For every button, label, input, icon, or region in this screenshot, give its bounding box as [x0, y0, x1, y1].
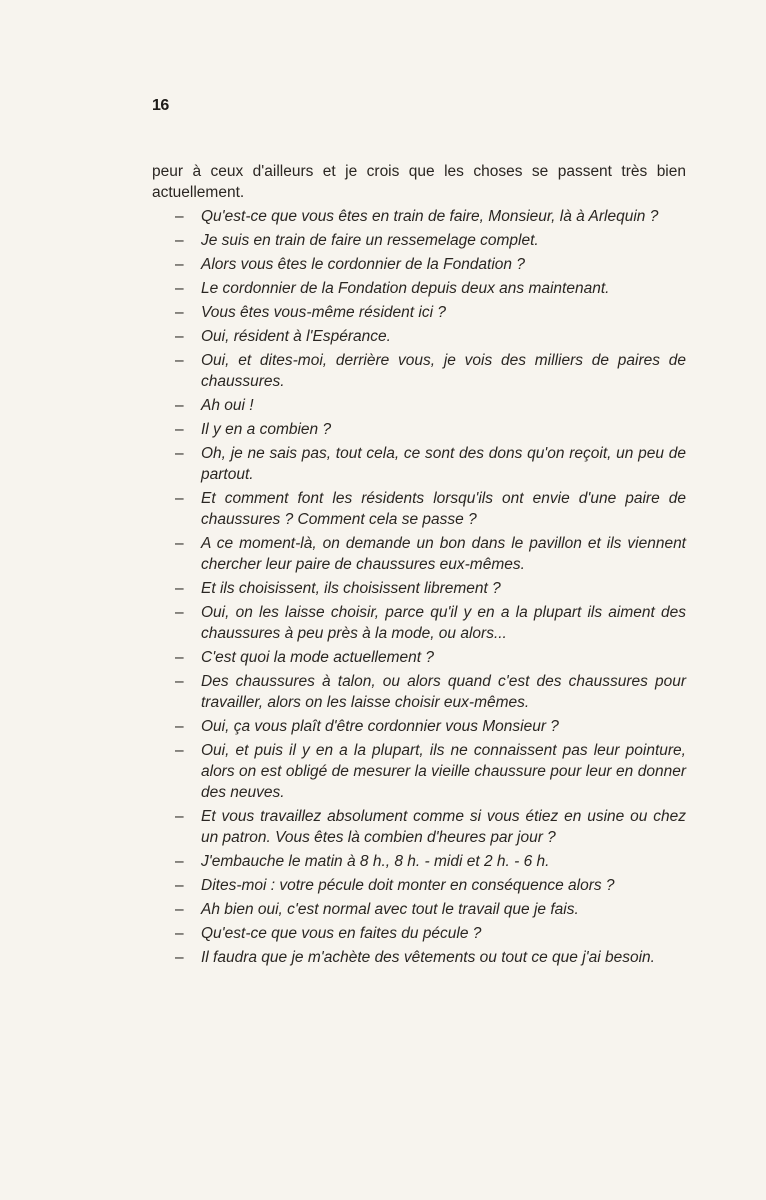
dialogue-line [152, 602, 686, 644]
dialogue-dash: – [175, 304, 184, 321]
dialogue-line [152, 716, 686, 737]
dialogue-text: Oui, on les laisse choisir, parce qu'il y en a la plupart ils aiment des chaussures à peu près à la mode, ou alors... [201, 604, 686, 642]
dialogue-dash: – [175, 808, 184, 825]
dialogue-dash: – [175, 580, 184, 597]
dialogue-line [152, 851, 686, 872]
dialogue-line [152, 278, 686, 299]
dialogue-line [152, 350, 686, 392]
dialogue-dash: – [175, 949, 184, 966]
dialogue-text: Je suis en train de faire un ressemelage complet. [201, 232, 539, 249]
dialogue-dash: – [175, 445, 184, 462]
dialogue-text: C'est quoi la mode actuellement ? [201, 649, 435, 666]
dialogue-text: Oui, résident à l'Espérance. [201, 328, 391, 345]
dialogue-line [152, 533, 686, 575]
dialogue-dash: – [175, 208, 184, 225]
dialogue-line [152, 254, 686, 275]
dialogue-dash: – [175, 649, 184, 666]
dialogue-line [152, 206, 686, 227]
dialogue-text: Qu'est-ce que vous en faites du pécule ? [201, 925, 482, 942]
dialogue-dash: – [175, 877, 184, 894]
dialogue-line [152, 230, 686, 251]
dialogue-dash: – [175, 328, 184, 345]
dialogue-line [152, 875, 686, 896]
dialogue-text: Dites-moi : votre pécule doit monter en conséquence alors ? [201, 877, 615, 894]
dialogue-dash: – [175, 718, 184, 735]
dialogue-dash: – [175, 232, 184, 249]
dialogue-line [152, 947, 686, 968]
dialogue-line [152, 899, 686, 920]
dialogue-dash: – [175, 256, 184, 273]
dialogue-dash: – [175, 490, 184, 507]
dialogue-dash: – [175, 925, 184, 942]
dialogue-dash: – [175, 604, 184, 621]
dialogue-text: Il y en a combien ? [201, 421, 332, 438]
dialogue-text: Oui, et dites-moi, derrière vous, je vois des milliers de paires de chaussures. [201, 352, 686, 390]
dialogue-dash: – [175, 280, 184, 297]
dialogue-line [152, 302, 686, 323]
text-block [152, 161, 686, 971]
dialogue-dash: – [175, 901, 184, 918]
dialogue-text: Vous êtes vous-même résident ici ? [201, 304, 446, 321]
dialogue-dash: – [175, 421, 184, 438]
dialogue-line [152, 671, 686, 713]
dialogue-line [152, 647, 686, 668]
dialogue-dash: – [175, 853, 184, 870]
dialogue-line [152, 488, 686, 530]
dialogue-line [152, 443, 686, 485]
dialogue-line [152, 740, 686, 803]
dialogue-list [152, 206, 686, 968]
dialogue-line [152, 326, 686, 347]
dialogue-dash: – [175, 535, 184, 552]
dialogue-text: Il faudra que je m'achète des vêtements ou tout ce que j'ai besoin. [201, 949, 655, 966]
dialogue-text: Ah bien oui, c'est normal avec tout le travail que je fais. [201, 901, 579, 918]
dialogue-line [152, 419, 686, 440]
dialogue-dash: – [175, 742, 184, 759]
dialogue-dash: – [175, 673, 184, 690]
dialogue-text: Et ils choisissent, ils choisissent librement ? [201, 580, 501, 597]
dialogue-line [152, 578, 686, 599]
intro-paragraph: peur à ceux d'ailleurs et je crois que les choses se passent très bien actuellement. [152, 163, 686, 201]
dialogue-text: A ce moment-là, on demande un bon dans le pavillon et ils viennent chercher leur paire de chaussures eux-mêmes. [201, 535, 686, 573]
dialogue-text: Et vous travaillez absolument comme si vous étiez en usine ou chez un patron. Vous êtes là combien d'heures par jour ? [201, 808, 686, 846]
page-number: 16 [152, 97, 169, 114]
dialogue-dash: – [175, 352, 184, 369]
dialogue-text: Alors vous êtes le cordonnier de la Fondation ? [201, 256, 525, 273]
dialogue-line [152, 923, 686, 944]
dialogue-text: Des chaussures à talon, ou alors quand c'est des chaussures pour travailler, alors on les laisse choisir eux-mêmes. [201, 673, 686, 711]
dialogue-line [152, 395, 686, 416]
dialogue-text: Ah oui ! [201, 397, 254, 414]
dialogue-text: Oh, je ne sais pas, tout cela, ce sont des dons qu'on reçoit, un peu de partout. [201, 445, 686, 483]
dialogue-text: J'embauche le matin à 8 h., 8 h. - midi et 2 h. - 6 h. [201, 853, 550, 870]
dialogue-dash: – [175, 397, 184, 414]
dialogue-text: Oui, ça vous plaît d'être cordonnier vous Monsieur ? [201, 718, 559, 735]
dialogue-line [152, 806, 686, 848]
dialogue-text: Le cordonnier de la Fondation depuis deux ans maintenant. [201, 280, 610, 297]
dialogue-text: Qu'est-ce que vous êtes en train de faire, Monsieur, là à Arlequin ? [201, 208, 659, 225]
dialogue-text: Oui, et puis il y en a la plupart, ils ne connaissent pas leur pointure, alors on est obligé de mesurer la vieille chaussure pour leur en donner des neuves. [201, 742, 686, 801]
dialogue-text: Et comment font les résidents lorsqu'ils ont envie d'une paire de chaussures ? Comment cela se passe ? [201, 490, 686, 528]
